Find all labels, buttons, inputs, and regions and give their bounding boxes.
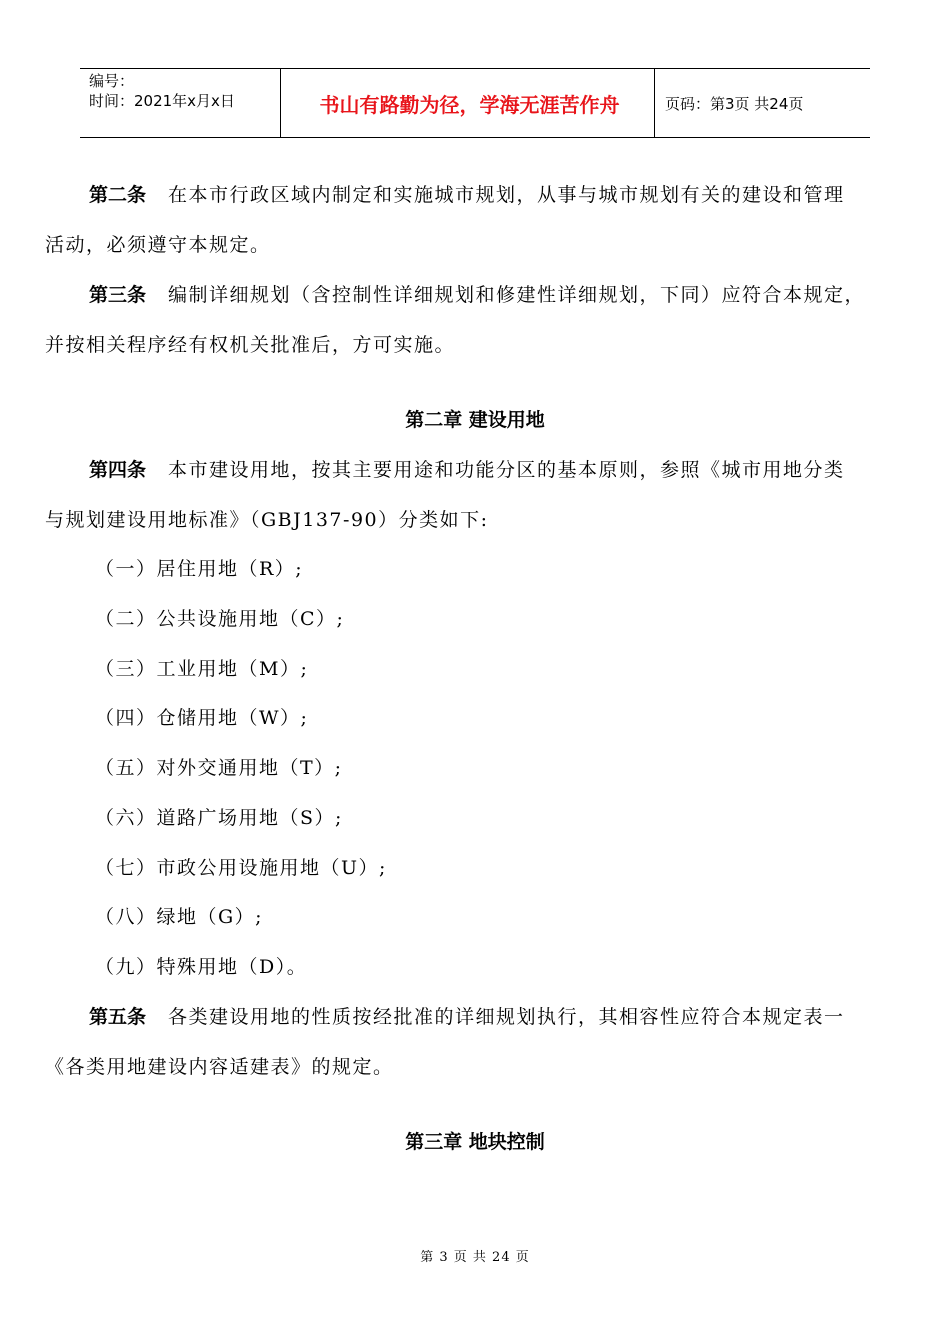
article-5-line2: 《各类用地建设内容适建表》的规定。 — [45, 1056, 394, 1078]
article-4-line2: 与规划建设用地标准》（GBJ137-90）分类如下: — [45, 509, 489, 531]
land-item-3: （三）工业用地（M）; — [95, 658, 309, 680]
doc-date: 时间：2021年x月x日 — [89, 92, 235, 110]
header-motto: 书山有路勤为径，学海无涯苦作舟 — [280, 69, 655, 137]
article-4-line1: 本市建设用地，按其主要用途和功能分区的基本原则，参照《城市用地分类 — [168, 459, 845, 481]
page-footer: 第 3 页 共 24 页 — [420, 1250, 530, 1265]
header-page-info: 页码：第3页 共24页 — [665, 94, 804, 113]
chapter-3-heading: 第三章 地块控制 — [405, 1131, 545, 1153]
article-2-keyword: 第二条 — [89, 184, 147, 206]
land-item-4: （四）仓储用地（W）; — [95, 707, 309, 729]
article-3-keyword: 第三条 — [89, 284, 147, 306]
chapter-2-heading: 第二章 建设用地 — [405, 409, 545, 431]
article-2-line2: 活动，必须遵守本规定。 — [45, 234, 271, 256]
land-item-2: （二）公共设施用地（C）; — [95, 608, 345, 630]
land-item-5: （五）对外交通用地（T）; — [95, 757, 343, 779]
article-3-line1: 编制详细规划（含控制性详细规划和修建性详细规划，下同）应符合本规定， — [168, 284, 866, 306]
land-item-8: （八）绿地（G）; — [95, 906, 264, 928]
article-2-line1: 在本市行政区域内制定和实施城市规划，从事与城市规划有关的建设和管理 — [168, 184, 845, 206]
land-item-9: （九）特殊用地（D）。 — [95, 956, 308, 978]
page-header — [80, 68, 870, 138]
header-meta — [80, 69, 280, 137]
article-4-keyword: 第四条 — [89, 459, 147, 481]
article-5-keyword: 第五条 — [89, 1006, 147, 1028]
doc-number: 编号： — [89, 72, 135, 90]
land-item-7: （七）市政公用设施用地（U）; — [95, 857, 387, 879]
article-3-line2: 并按相关程序经有权机关批准后，方可实施。 — [45, 334, 456, 356]
land-item-6: （六）道路广场用地（S）; — [95, 807, 343, 829]
land-item-1: （一）居住用地（R）; — [95, 558, 304, 580]
article-5-line1: 各类建设用地的性质按经批准的详细规划执行，其相容性应符合本规定表一 — [168, 1006, 845, 1028]
